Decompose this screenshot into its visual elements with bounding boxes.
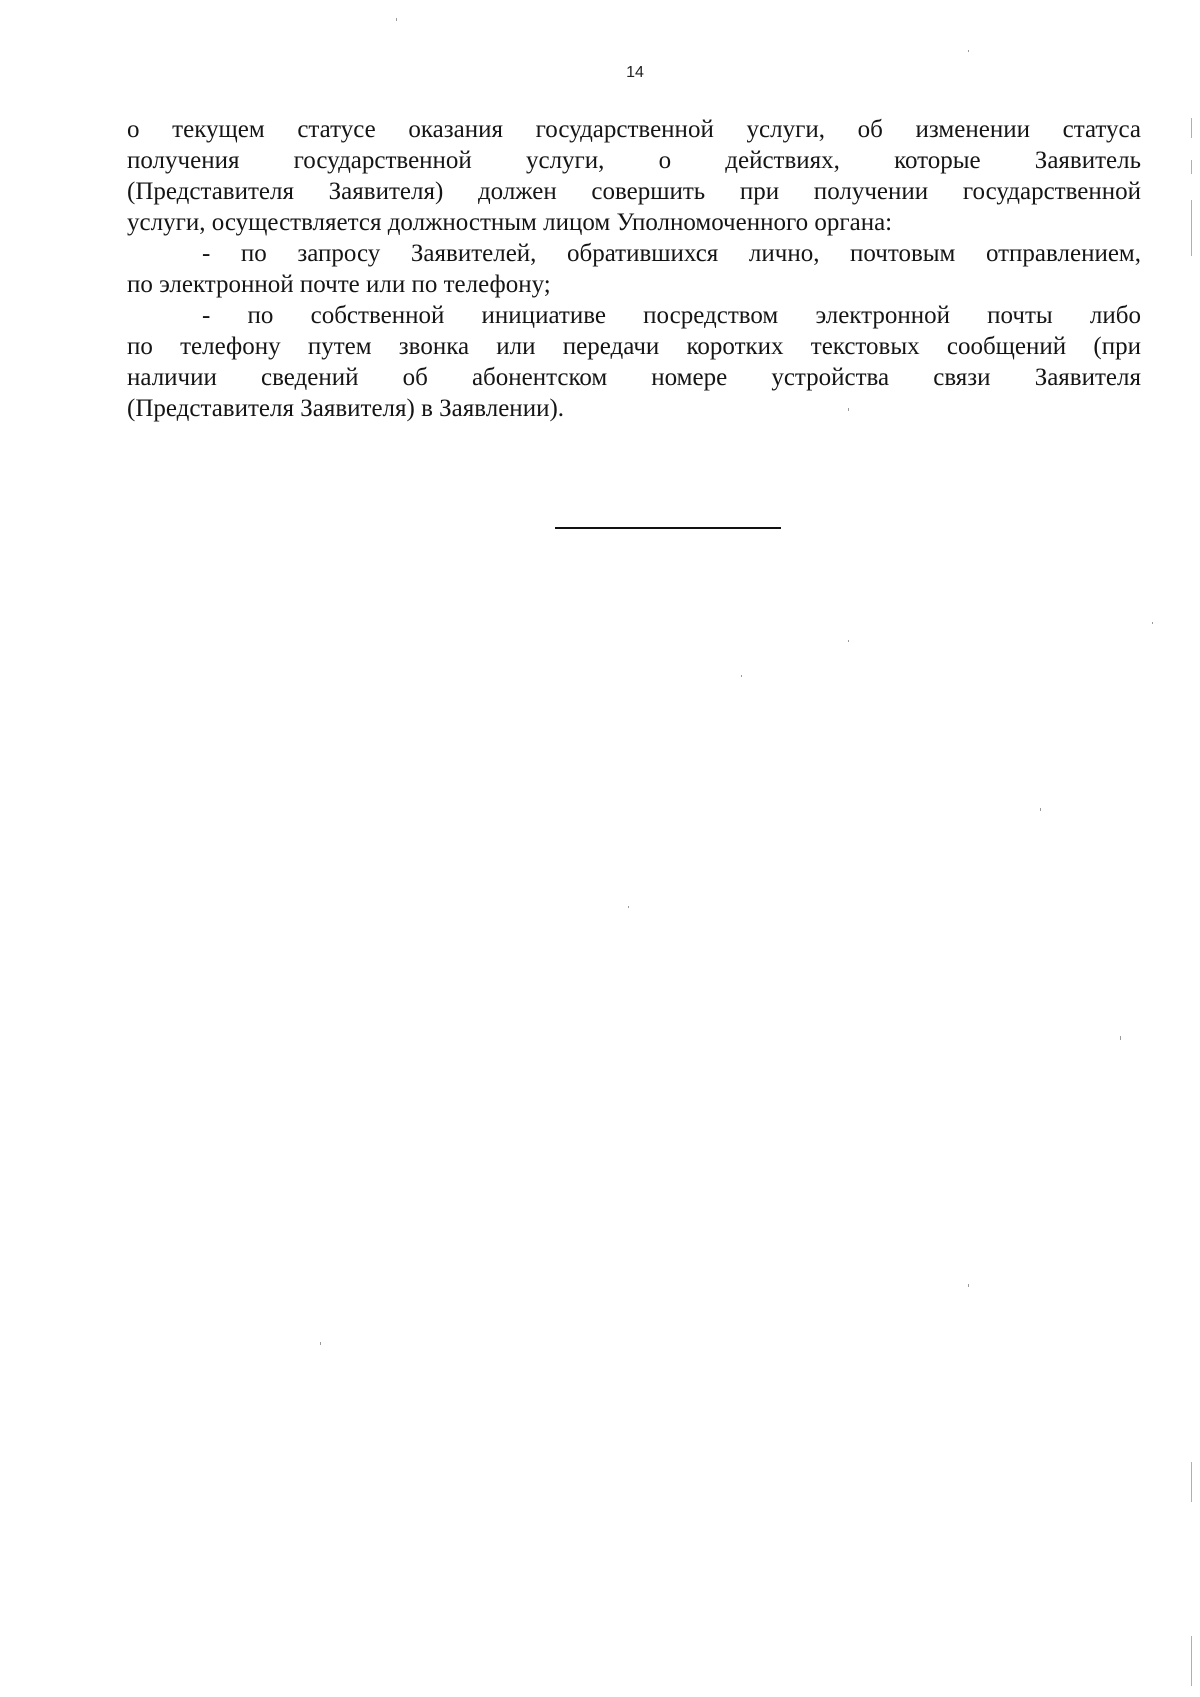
list-item-request (127, 238, 1141, 300)
text-line: получения государственной услуги, о действиях, которые Заявитель (127, 147, 1141, 174)
text-line: - по собственной инициативе посредством электронной почты либо (202, 302, 1141, 329)
scan-edge-mark (1191, 200, 1192, 256)
scan-speck (1152, 622, 1153, 624)
text-line: - по запросу Заявителей, обратившихся лично, почтовым отправлением, (202, 240, 1141, 267)
list-item-initiative (127, 300, 1141, 424)
scan-speck (396, 18, 397, 21)
scan-speck (628, 906, 629, 908)
scan-speck (848, 408, 849, 411)
text-line: по телефону путем звонка или передачи коротких текстовых сообщений (при (127, 333, 1141, 360)
scan-speck (1120, 1036, 1121, 1040)
text-line: о текущем статусе оказания государственной услуги, об изменении статуса (127, 116, 1141, 143)
text-line: наличии сведений об абонентском номере устройства связи Заявителя (127, 364, 1141, 391)
scan-speck (741, 675, 742, 677)
status-paragraph (127, 114, 1141, 238)
scan-speck (968, 50, 969, 52)
end-of-document-rule (555, 527, 781, 529)
text-line: (Представителя Заявителя) должен совершить при получении государственной (127, 178, 1141, 205)
scan-speck (848, 640, 849, 642)
scan-speck (1040, 808, 1041, 811)
text-line: услуги, осуществляется должностным лицом Уполномоченного органа: (127, 209, 893, 236)
page-number: 14 (626, 64, 644, 81)
scan-edge-mark (1191, 160, 1192, 174)
scan-speck (320, 1342, 321, 1345)
scan-speck (968, 1284, 969, 1287)
scan-edge-mark (1191, 1636, 1192, 1686)
scan-edge-mark (1191, 118, 1192, 138)
document-body (127, 114, 1141, 424)
scan-edge-mark (1191, 1462, 1192, 1502)
text-line: по электронной почте или по телефону; (127, 271, 551, 298)
text-line: (Представителя Заявителя) в Заявлении). (127, 395, 565, 422)
